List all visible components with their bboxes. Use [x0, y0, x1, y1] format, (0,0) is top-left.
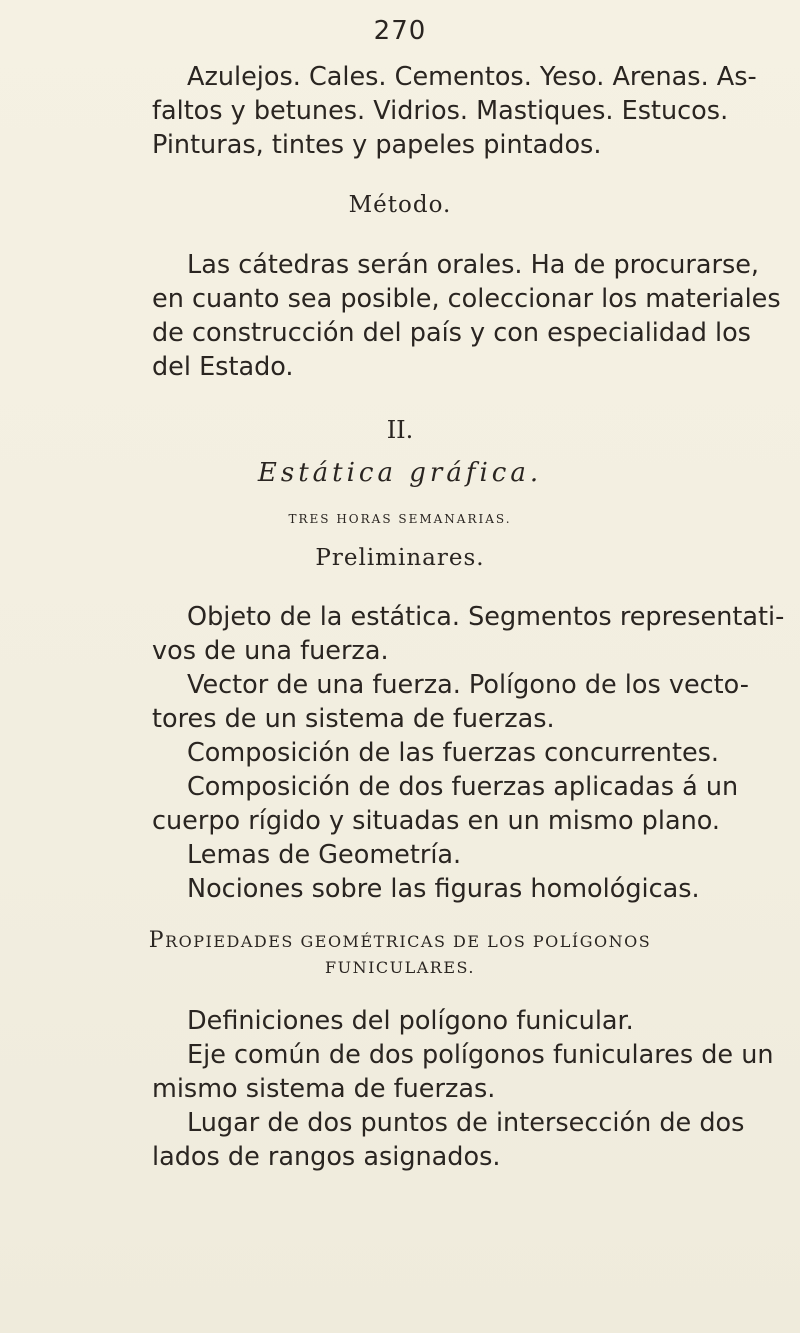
- intro-line-3: Pinturas, tintes y papeles pintados.: [152, 130, 602, 160]
- metodo-heading: Método.: [348, 192, 452, 218]
- propiedades-heading-cap: P: [148, 928, 166, 953]
- propiedades-heading-rest: ROPIEDADES GEOMÉTRICAS DE LOS POLÍGONOS: [165, 932, 652, 951]
- preliminares-line-3: Vector de una fuerza. Polígono de los vecto-: [187, 670, 749, 700]
- propiedades-heading-line-2: FUNICULARES.: [324, 958, 475, 977]
- section-number: II.: [386, 416, 414, 444]
- propiedades-heading-line-1: [0, 928, 800, 953]
- propiedades-list: [152, 1004, 774, 1174]
- intro-paragraph: [152, 60, 757, 162]
- intro-line-2: faltos y betunes. Vidrios. Mastiques. Estucos.: [152, 96, 729, 126]
- preliminares-line-1: Objeto de la estática. Segmentos representati-: [187, 602, 785, 632]
- propiedades-line-3: mismo sistema de fuerzas.: [152, 1074, 496, 1104]
- preliminares-line-5: Composición de las fuerzas concurrentes.: [187, 738, 720, 768]
- metodo-line-1: Las cátedras serán orales. Ha de procurarse,: [187, 250, 760, 280]
- preliminares-line-6: Composición de dos fuerzas aplicadas á un: [187, 772, 739, 802]
- metodo-paragraph: [152, 248, 781, 384]
- preliminares-line-8: Lemas de Geometría.: [187, 840, 462, 870]
- page-number: 270: [373, 16, 427, 46]
- preliminares-line-4: tores de un sistema de fuerzas.: [152, 704, 555, 734]
- preliminares-line-9: Nociones sobre las figuras homológicas.: [187, 874, 700, 904]
- preliminares-line-7: cuerpo rígido y situadas en un mismo plano.: [152, 806, 720, 836]
- metodo-line-2: en cuanto sea posible, coleccionar los materiales: [152, 284, 781, 314]
- propiedades-line-5: lados de rangos asignados.: [152, 1142, 501, 1172]
- preliminares-line-2: vos de una fuerza.: [152, 636, 389, 666]
- propiedades-line-2: Eje común de dos polígonos funiculares de un: [187, 1040, 774, 1070]
- propiedades-line-1: Definiciones del polígono funicular.: [187, 1006, 634, 1036]
- metodo-line-4: del Estado.: [152, 352, 294, 382]
- metodo-line-3: de construcción del país y con especialidad los: [152, 318, 751, 348]
- preliminares-list: [152, 600, 784, 906]
- preliminares-heading: Preliminares.: [315, 545, 485, 571]
- intro-line-1: Azulejos. Cales. Cementos. Yeso. Arenas. As-: [187, 62, 757, 92]
- propiedades-line-4: Lugar de dos puntos de intersección de dos: [187, 1108, 745, 1138]
- hours-note: TRES HORAS SEMANARIAS.: [288, 512, 512, 526]
- section-title: Estática gráfica.: [257, 458, 543, 488]
